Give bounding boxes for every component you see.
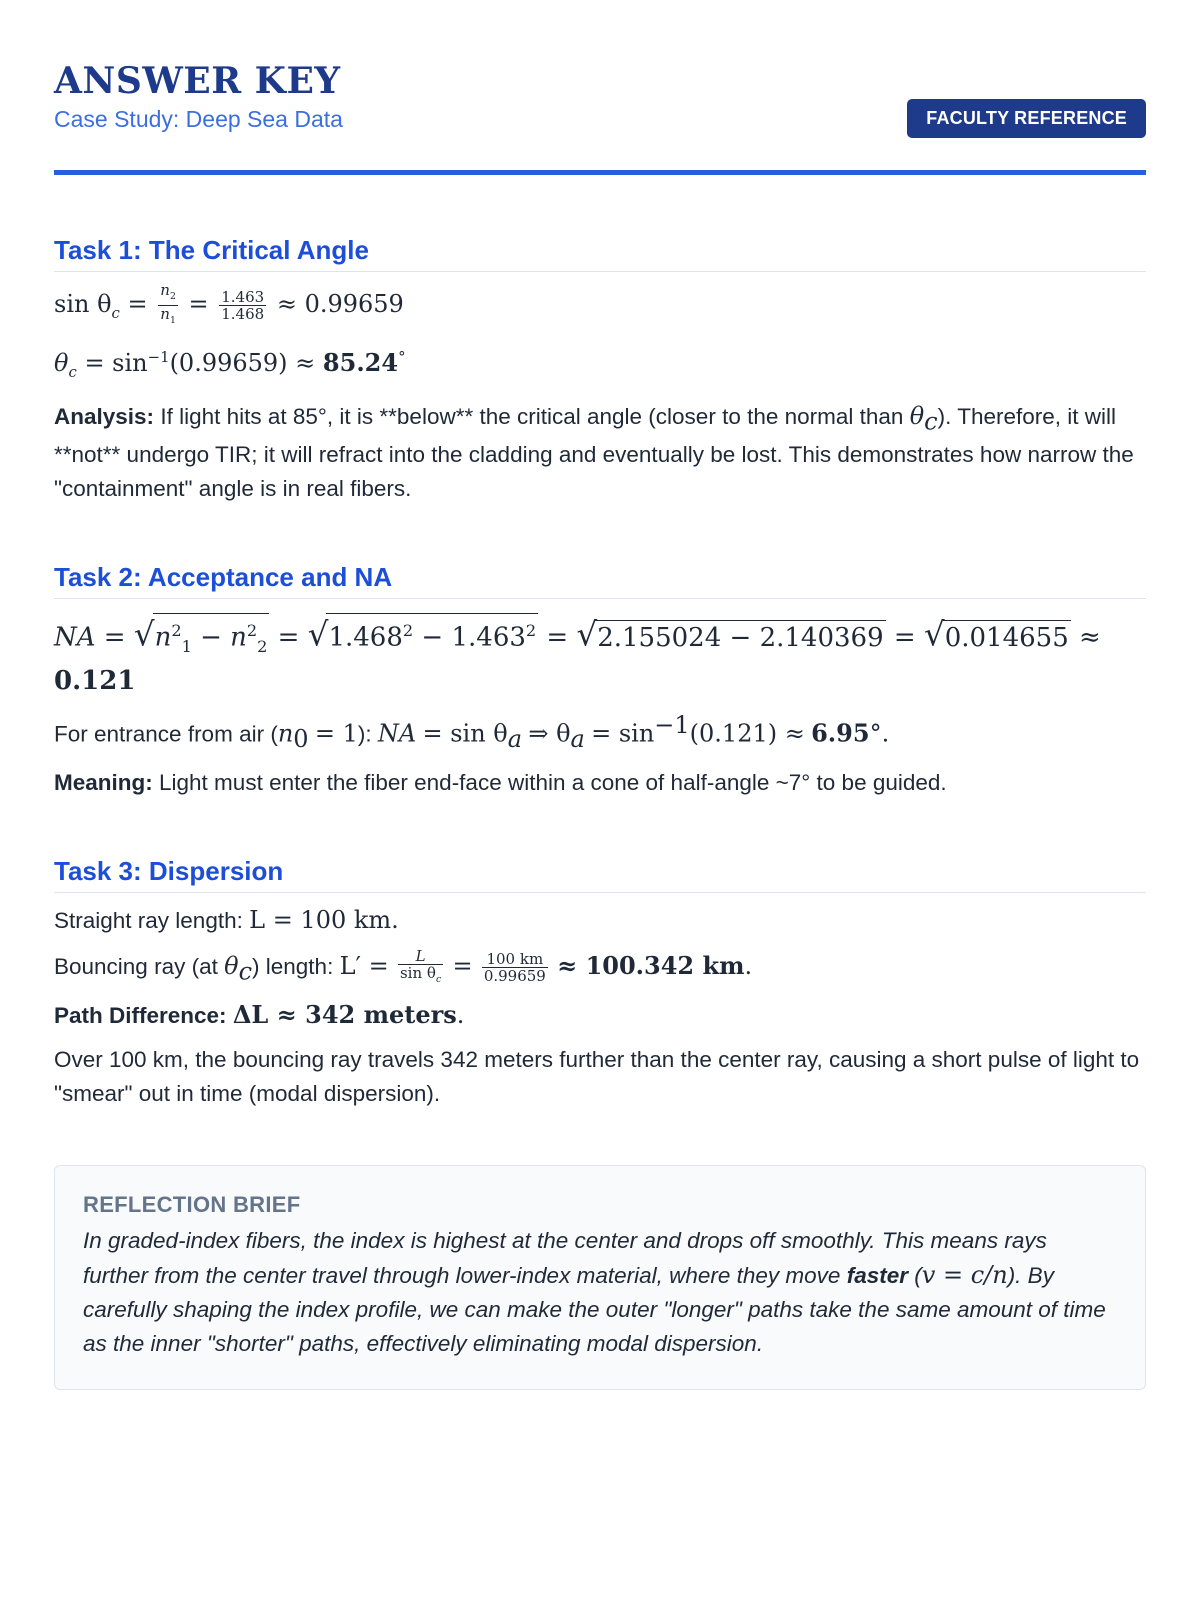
critical-angle-value: 85.24 [322, 347, 399, 377]
path-difference-label: Path Difference: [54, 1003, 227, 1029]
page-subtitle: Case Study: Deep Sea Data [54, 106, 343, 132]
bouncing-ray-length-value: ≈ 100.342 km [557, 950, 745, 980]
index-ratio-fraction: $\frac{n_2}{n_1}$ [160, 281, 176, 326]
page-header [54, 0, 1146, 175]
acceptance-angle-line: For entrance from air $(n_0 = 1)$: NA = $\sin \theta_a$ ⇒ $\theta_a = \sin^{-1}(0.121) \approx 6.95^\circ$. [54, 710, 890, 753]
path-difference-value: ΔL ≈ 342 meters [232, 1000, 457, 1030]
index-values-fraction: $\frac{1.463}{1.468}$ [221, 288, 265, 323]
meaning-label: Meaning: [54, 769, 153, 795]
reflection-brief-box [54, 1165, 1146, 1390]
analysis-label: Analysis: [54, 403, 155, 429]
task-2-title: Task 2: Acceptance and NA [54, 560, 1146, 599]
acceptance-angle-value: 6.95 [811, 718, 870, 748]
na-radical-symbolic: $n^2_1 - n^2_2$ [153, 613, 270, 664]
faculty-reference-badge: FACULTY REFERENCE [907, 99, 1146, 138]
task-1-title: Task 1: The Critical Angle [54, 233, 1146, 272]
straight-ray-line: Straight ray length: L = 100 km. [54, 905, 399, 934]
reflection-brief-text: In graded-index fibers, the index is highest at the center and drops off smoothly. This means rays further from the center travel through lower-index material, where they move faster (v = c/n). By carefully shaping the index profile, we can make the outer "longer" paths take the same amount of time as the inner "shorter" paths, effectively eliminating modal dispersion. [83, 1228, 1106, 1357]
task-1-analysis: Analysis: If light hits at 85°, it is **below** the critical angle (closer to the normal than $\theta_c$). Therefore, it will **not** undergo TIR; it will refract into the cladding and eventually be lost. This demonstrates how narrow the "containment" angle is in real fibers. [54, 401, 1134, 502]
reflection-brief-title: REFLECTION BRIEF [83, 1192, 301, 1218]
task-3-section [54, 854, 1146, 1111]
task-2-meaning: Meaning: Light must enter the fiber end-face within a cone of half-angle ~7° to be guided. [54, 769, 947, 795]
length-value-fraction: $\frac{100 km}{0.99659}$ [483, 950, 546, 986]
na-radical-values: 1.468$^2$ − 1.463$^2$ [326, 613, 538, 655]
task-3-summary: Over 100 km, the bouncing ray travels 342 meters further than the center ray, causing a short pulse of light to "smear" out in time (modal dispersion). [54, 1047, 1140, 1107]
task-2-section [54, 560, 1146, 800]
path-difference-line: Path Difference: ΔL ≈ 342 meters. [54, 1000, 465, 1030]
task-3-title: Task 3: Dispersion [54, 854, 1146, 893]
na-radical-expanded: 2.155024 − 2.140369 [595, 620, 885, 655]
page-title: ANSWER KEY [54, 60, 341, 102]
velocity-formula: v = c/n [921, 1261, 1008, 1290]
faster-emphasis: faster [846, 1263, 908, 1289]
bouncing-ray-line: Bouncing ray (at $\theta_c$) length: L′ = $\frac{L}{\sin \theta_c}$ = $\frac{100 km}{0.99659}$ ≈ 100.342 km. [54, 948, 1146, 988]
na-value: 0.121 [54, 665, 136, 696]
critical-angle-sine-equation: $\sin \theta_c$ = $\frac{n_2}{n_1}$ = $\frac{1.463}{1.468}$ ≈ 0.99659 [54, 282, 1146, 330]
length-over-sine-fraction: $\frac{L}{\sin \theta_c}$ [399, 946, 442, 985]
numerical-aperture-equation: NA = $√n^2_1 - n^2_2 = √1.468^2 - 1.463^2 = √2.155024 - 2.140369 = √0.014655 \approx 0.121$ [54, 613, 1146, 698]
task-1-section [54, 233, 1146, 506]
critical-angle-result-equation: $\theta_c = \sin^{-1}(0.99659) \approx 85.24^\circ$ [54, 347, 406, 381]
na-radical-difference: 0.014655 [943, 620, 1071, 655]
